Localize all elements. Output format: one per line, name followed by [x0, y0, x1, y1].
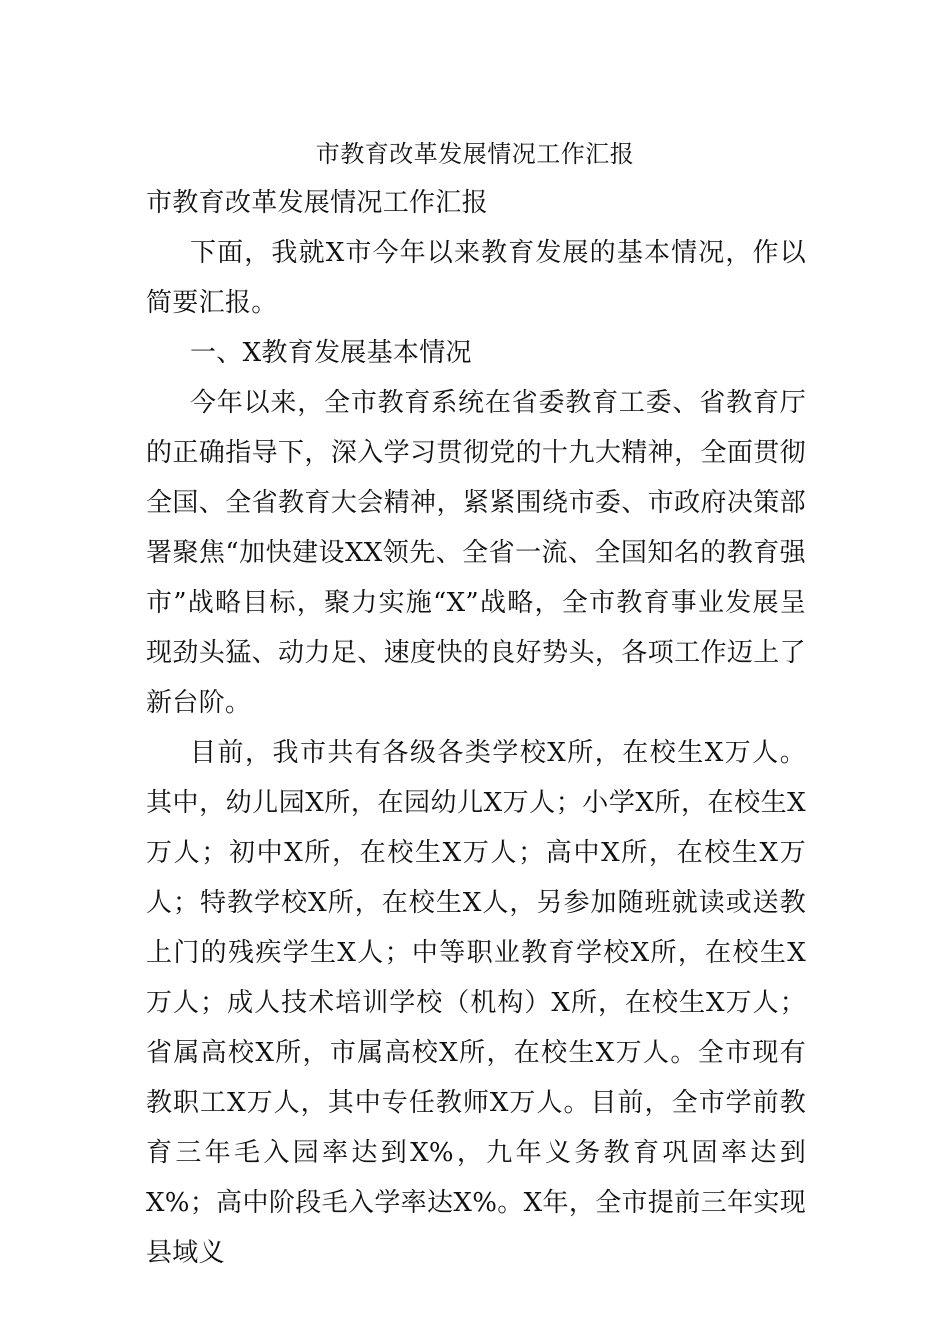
body-paragraph-statistics: 目前，我市共有各级各类学校X所，在校生X万人。其中，幼儿园X所，在园幼儿X万人；小学X所，在校生X万人；初中X所，在校生X万人；高中X所，在校生X万人；特教学校X所，在校生X人，另参加随班就读或送教上门的残疾学生X人；中等职业教育学校X所，在校生X万人；成人技术培训学校（机构）X所，在校生X万人；省属高校X所，市属高校X所，在校生X万人。全市现有教职工X万人，其中专任教师X万人。目前，全市学前教育三年毛入园率达到X%，九年义务教育巩固率达到X%；高中阶段毛入学率达X%。X年，全市提前三年实现县域义: [146, 738, 806, 1268]
intro-paragraph: 下面，我就X市今年以来教育发展的基本情况，作以简要汇报。: [146, 238, 806, 318]
section-heading: 一、X教育发展基本情况: [190, 338, 472, 368]
document-title: 市教育改革发展情况工作汇报: [315, 140, 635, 168]
document-body: [146, 178, 806, 1278]
body-paragraph-overview: 今年以来，全市教育系统在省委教育工委、省教育厅的正确指导下，深入学习贯彻党的十九大精神，全面贯彻全国、全省教育大会精神，紧紧围绕市委、市政府决策部署聚焦“加快建设XX领先、全省一流、全国知名的教育强市”战略目标，聚力实施“X”战略，全市教育事业发展呈现劲头猛、动力足、速度快的良好势头，各项工作迈上了新台阶。: [146, 388, 806, 718]
repeated-title-paragraph: 市教育改革发展情况工作汇报: [146, 188, 488, 218]
